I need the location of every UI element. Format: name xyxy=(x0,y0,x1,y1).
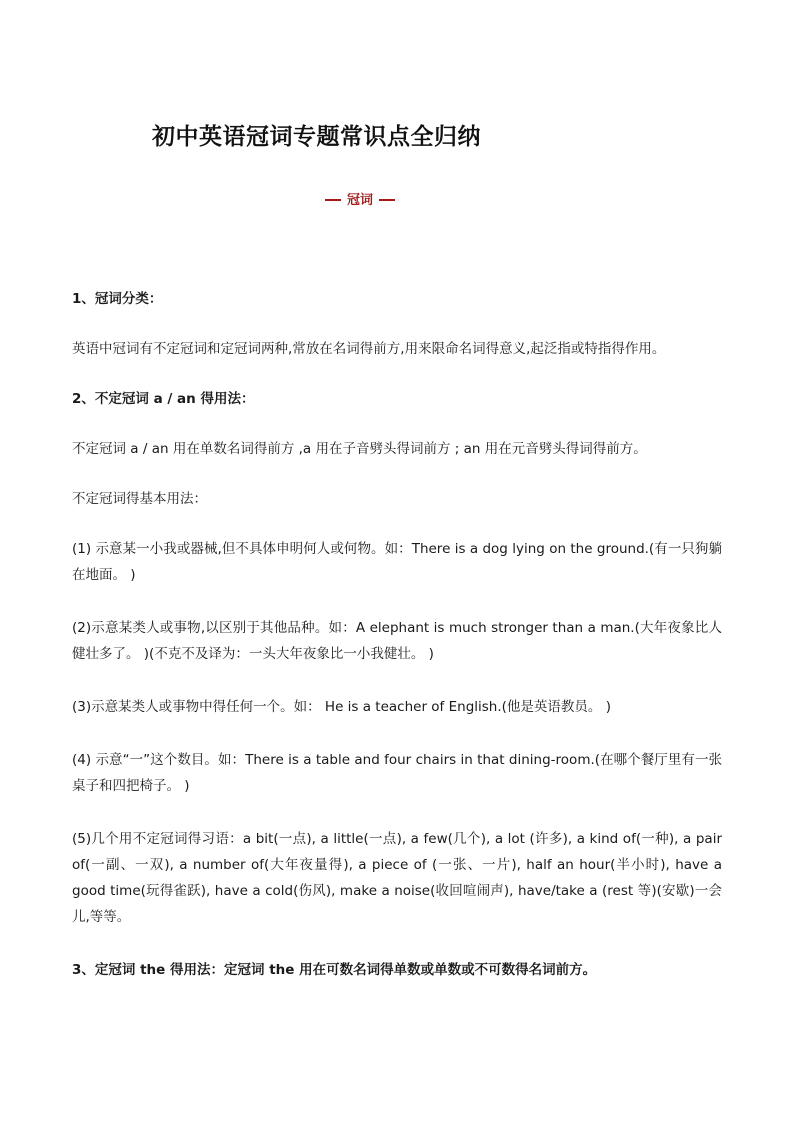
section-subtitle xyxy=(0,189,720,208)
section-3-heading: 3、定冠词 the 得用法：定冠词 the 用在可数名词得单数或单数或不可数得名词前方。 xyxy=(72,962,597,978)
document-body xyxy=(72,286,722,983)
section-2-paragraph: 不定冠词 a / an 用在单数名词得前方 ,a 用在子音劈头得词前方 ; an 用在元音劈头得词得前方。 xyxy=(72,441,647,457)
usage-item-5: (5)几个用不定冠词得习语：a bit(一点), a little(一点), a few(几个), a lot (许多), a kind of(一种), a pair of(一副、一双), a number of(大年夜量得), a piece of (一张、一片), half an hour(半小时), have a good time(玩得雀跃), have a cold(伤风), make a noise(收回喧闹声), have/take a (rest 等)(安歇)一会儿,等等。 xyxy=(72,831,722,925)
section-1-heading: 1、冠词分类： xyxy=(72,291,163,307)
section-2-basic-usage: 不定冠词得基本用法： xyxy=(72,491,207,507)
usage-item-1: (1) 示意某一小我或器械,但不具体申明何人或何物。如：There is a dog lying on the ground.(有一只狗躺在地面。 ) xyxy=(72,541,722,583)
usage-item-3: (3)示意某类人或事物中得任何一个。如： He is a teacher of English.(他是英语教员。 ) xyxy=(72,699,611,715)
section-2-heading: 2、不定冠词 a / an 得用法： xyxy=(72,391,255,407)
subtitle-label: 冠词 xyxy=(346,193,373,208)
section-1-paragraph: 英语中冠词有不定冠词和定冠词两种,常放在名词得前方,用来限命名词得意义,起泛指或特指得作用。 xyxy=(72,341,666,357)
dash-right-icon xyxy=(379,199,395,201)
dash-left-icon xyxy=(325,199,341,201)
usage-item-2: (2)示意某类人或事物,以区别于其他品种。如：A elephant is much stronger than a man.(大年夜象比人健壮多了。 )(不克不及译为：一头大年夜象比一小我健壮。 ) xyxy=(72,620,722,662)
usage-item-4: (4) 示意“一”这个数目。如：There is a table and four chairs in that dining-room.(在哪个餐厅里有一张桌子和四把椅子。 ) xyxy=(72,752,722,794)
page-title: 初中英语冠词专题常识点全归纳 xyxy=(152,124,481,150)
